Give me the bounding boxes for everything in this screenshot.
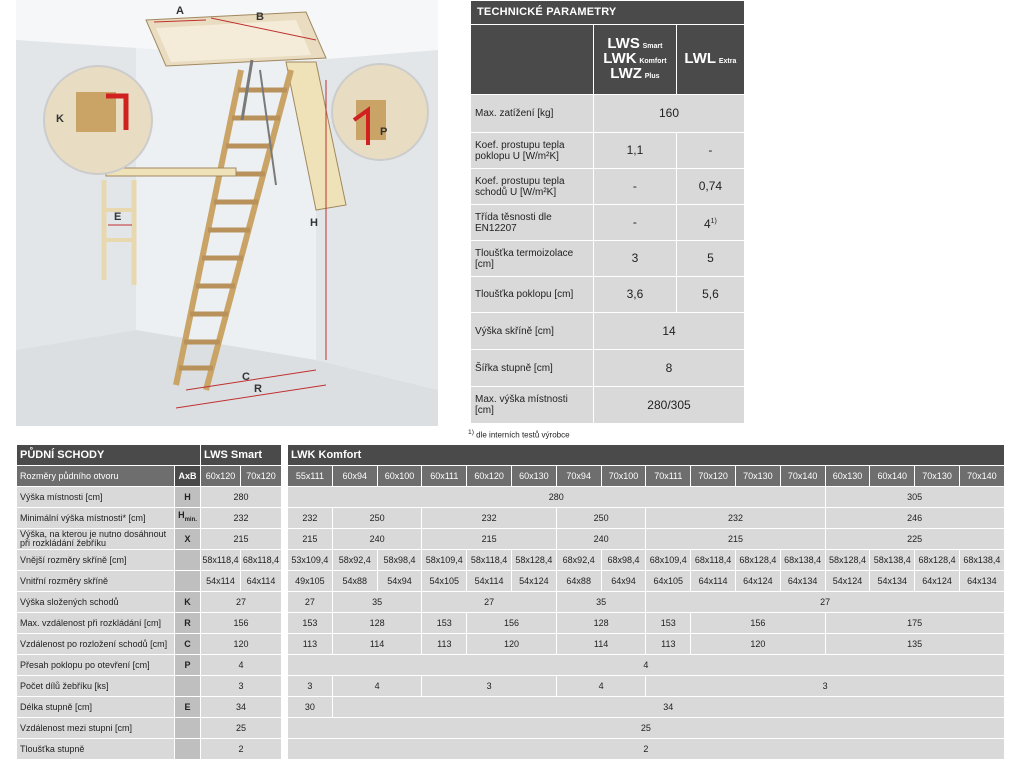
tech-param-label: Tloušťka termoizolace [cm] <box>471 241 594 277</box>
lwk-value: 27 <box>422 592 556 613</box>
row-label: Max. vzdálenost při rozkládání [cm] <box>17 613 175 634</box>
tech-param-value-right: 5,6 <box>676 277 744 313</box>
lwk-value: 64x124 <box>735 571 780 592</box>
label-c: C <box>242 371 250 383</box>
lwk-value: 215 <box>288 529 333 550</box>
lwk-value: 58x109,4 <box>422 550 467 571</box>
technical-parameters-table <box>470 0 745 424</box>
label-p: P <box>380 126 388 138</box>
lws-header: LWS Smart <box>201 445 282 466</box>
lwk-value: 3 <box>646 676 1004 697</box>
label-h: H <box>310 217 318 229</box>
lwk-value: 68x118,4 <box>691 550 736 571</box>
row-label: Vnitřní rozměry skříně <box>17 571 175 592</box>
lwk-value: 128 <box>332 613 422 634</box>
lwk-size: 60x100 <box>377 466 422 487</box>
lwk-value: 68x128,4 <box>735 550 780 571</box>
sizes-label: Rozměry půdního otvoru <box>17 466 175 487</box>
lwk-value: 27 <box>288 592 333 613</box>
lwk-value: 49x105 <box>288 571 333 592</box>
lwk-value: 35 <box>556 592 646 613</box>
lwk-value: 215 <box>422 529 556 550</box>
tech-param-value-right: 0,74 <box>676 169 744 205</box>
tech-param-label: Koef. prostupu tepla poklopu U [W/m²K] <box>471 133 594 169</box>
lwk-value: 4 <box>332 676 422 697</box>
lwk-size: 70x130 <box>735 466 780 487</box>
lws-value: 232 <box>201 508 282 529</box>
row-label: Přesah poklopu po otevření [cm] <box>17 655 175 676</box>
lwk-value: 64x134 <box>780 571 825 592</box>
lwk-size: 70x140 <box>780 466 825 487</box>
lwk-size: 55x111 <box>288 466 333 487</box>
lwk-value: 175 <box>825 613 1004 634</box>
tech-param-label: Max. zatížení [kg] <box>471 95 594 133</box>
lwk-value: 53x109,4 <box>288 550 333 571</box>
row-symbol <box>175 550 201 571</box>
label-a: A <box>176 5 184 17</box>
lwk-value: 114 <box>556 634 646 655</box>
lwk-value: 27 <box>646 592 1004 613</box>
label-e: E <box>114 211 122 223</box>
lwk-size: 70x140 <box>959 466 1004 487</box>
lwk-value: 240 <box>332 529 422 550</box>
lwk-value: 58x128,4 <box>512 550 557 571</box>
lws-size: 60x120 <box>201 466 241 487</box>
lwk-value: 225 <box>825 529 1004 550</box>
row-symbol <box>175 676 201 697</box>
lwk-value: 64x88 <box>556 571 601 592</box>
lwk-size: 70x100 <box>601 466 646 487</box>
tech-param-value: 280/305 <box>594 387 745 424</box>
lwk-value: 68x92,4 <box>556 550 601 571</box>
row-symbol: C <box>175 634 201 655</box>
lwk-size: 70x111 <box>646 466 691 487</box>
lwk-value: 64x105 <box>646 571 691 592</box>
lwk-value: 54x114 <box>467 571 512 592</box>
product-group-left: LWS Smart LWK Komfort LWZ Plus <box>594 25 677 95</box>
tech-param-value-left: - <box>594 169 677 205</box>
row-label: Výška místnosti [cm] <box>17 487 175 508</box>
tech-param-value-right: 4$^{1)}$ <box>676 205 744 241</box>
lwk-value: 3 <box>288 676 333 697</box>
lwk-value: 58x98,4 <box>377 550 422 571</box>
lws-value: 64x114 <box>241 571 282 592</box>
lwk-value: 64x134 <box>959 571 1004 592</box>
lwk-value: 68x128,4 <box>915 550 960 571</box>
lwk-value: 54x94 <box>377 571 422 592</box>
lws-value: 58x118,4 <box>201 550 241 571</box>
row-symbol: P <box>175 655 201 676</box>
lwk-value: 25 <box>288 718 1005 739</box>
lwk-value: 250 <box>556 508 646 529</box>
label-k: K <box>56 113 64 125</box>
tech-param-value-left: 3,6 <box>594 277 677 313</box>
tech-param-label: Výška skříně [cm] <box>471 313 594 350</box>
lwk-value: 58x138,4 <box>870 550 915 571</box>
row-symbol: R <box>175 613 201 634</box>
lwk-value: 246 <box>825 508 1004 529</box>
row-label: Minimální výška místnosti* [cm] <box>17 508 175 529</box>
footnote: $^{1)}$ dle interních testů výrobce <box>468 429 570 440</box>
lwk-size: 70x94 <box>556 466 601 487</box>
lwk-value: 2 <box>288 739 1005 760</box>
lwk-size: 60x94 <box>332 466 377 487</box>
tech-param-value-left: - <box>594 205 677 241</box>
lwk-value: 68x138,4 <box>780 550 825 571</box>
lwk-value: 232 <box>422 508 556 529</box>
row-label: Vzdálenost po rozložení schodů [cm] <box>17 634 175 655</box>
lws-value: 3 <box>201 676 282 697</box>
row-label: Vzdálenost mezi stupni [cm] <box>17 718 175 739</box>
lwk-value: 54x105 <box>422 571 467 592</box>
lws-value: 34 <box>201 697 282 718</box>
row-label: Počet dílů žebříku [ks] <box>17 676 175 697</box>
lwk-value: 4 <box>556 676 646 697</box>
lwk-value: 232 <box>288 508 333 529</box>
lwk-value: 156 <box>691 613 825 634</box>
lwk-value: 135 <box>825 634 1004 655</box>
lwk-value: 54x124 <box>825 571 870 592</box>
lwk-header: LWK Komfort <box>288 445 1005 466</box>
attic-ladder-illustration <box>16 0 438 426</box>
lwk-value: 250 <box>332 508 422 529</box>
label-b: B <box>256 11 264 23</box>
lwk-value: 128 <box>556 613 646 634</box>
attic-stairs-table <box>16 444 1005 760</box>
row-symbol: H <box>175 487 201 508</box>
tech-param-label: Koef. prostupu tepla schodů U [W/m²K] <box>471 169 594 205</box>
row-symbol: $H_{min.}$ <box>175 508 201 529</box>
lwk-size: 70x130 <box>915 466 960 487</box>
lws-value: 27 <box>201 592 282 613</box>
lwk-size: 60x130 <box>825 466 870 487</box>
lwk-value: 54x134 <box>870 571 915 592</box>
lwk-size: 60x140 <box>870 466 915 487</box>
lws-value: 280 <box>201 487 282 508</box>
tech-param-label: Max. výška místnosti [cm] <box>471 387 594 424</box>
lwk-value: 58x128,4 <box>825 550 870 571</box>
tech-param-value-right: 5 <box>676 241 744 277</box>
lwk-value: 68x109,4 <box>646 550 691 571</box>
lwk-value: 68x98,4 <box>601 550 646 571</box>
lwk-value: 153 <box>646 613 691 634</box>
lwk-value: 153 <box>422 613 467 634</box>
lws-value: 25 <box>201 718 282 739</box>
tech-title: TECHNICKÉ PARAMETRY <box>471 1 745 25</box>
lwk-value: 30 <box>288 697 333 718</box>
lws-value: 54x114 <box>201 571 241 592</box>
row-symbol: X <box>175 529 201 550</box>
table-title: PŮDNÍ SCHODY <box>17 445 201 466</box>
lws-value: 120 <box>201 634 282 655</box>
lwk-value: 156 <box>467 613 557 634</box>
lws-value: 4 <box>201 655 282 676</box>
lwk-value: 215 <box>646 529 825 550</box>
lwk-value: 58x92,4 <box>332 550 377 571</box>
lwk-size: 60x111 <box>422 466 467 487</box>
lwk-value: 232 <box>646 508 825 529</box>
lwk-size: 60x130 <box>512 466 557 487</box>
lwk-size: 60x120 <box>467 466 512 487</box>
lwk-value: 64x124 <box>915 571 960 592</box>
lwk-size: 70x120 <box>691 466 736 487</box>
row-label: Délka stupně [cm] <box>17 697 175 718</box>
tech-param-label: Tloušťka poklopu [cm] <box>471 277 594 313</box>
lwk-value: 35 <box>332 592 422 613</box>
lwk-value: 64x114 <box>691 571 736 592</box>
lwk-value: 240 <box>556 529 646 550</box>
lwk-value: 120 <box>467 634 557 655</box>
tech-param-value: 8 <box>594 350 745 387</box>
lwk-value: 4 <box>288 655 1005 676</box>
lwk-value: 3 <box>422 676 556 697</box>
row-symbol <box>175 739 201 760</box>
lwk-value: 58x118,4 <box>467 550 512 571</box>
lwk-value: 153 <box>288 613 333 634</box>
lwk-value: 113 <box>646 634 691 655</box>
row-symbol: E <box>175 697 201 718</box>
lwk-value: 113 <box>288 634 333 655</box>
row-symbol <box>175 718 201 739</box>
tech-param-label: Třída těsnosti dle EN12207 <box>471 205 594 241</box>
lwk-value: 280 <box>288 487 826 508</box>
row-label: Tloušťka stupně <box>17 739 175 760</box>
lwk-value: 34 <box>332 697 1004 718</box>
sizes-symbol: AxB <box>175 466 201 487</box>
row-label: Vnější rozměry skříně [cm] <box>17 550 175 571</box>
tech-param-value: 160 <box>594 95 745 133</box>
lwk-value: 114 <box>332 634 422 655</box>
row-symbol <box>175 571 201 592</box>
tech-param-value-left: 3 <box>594 241 677 277</box>
tech-param-value-right: - <box>676 133 744 169</box>
lwk-value: 64x94 <box>601 571 646 592</box>
lwk-value: 68x138,4 <box>959 550 1004 571</box>
row-label: Výška složených schodů <box>17 592 175 613</box>
lwk-value: 54x124 <box>512 571 557 592</box>
label-r: R <box>254 383 262 395</box>
lws-value: 68x118,4 <box>241 550 282 571</box>
lws-size: 70x120 <box>241 466 282 487</box>
lwk-value: 120 <box>691 634 825 655</box>
product-group-right: LWL Extra <box>676 25 744 95</box>
tech-param-value-left: 1,1 <box>594 133 677 169</box>
tech-param-value: 14 <box>594 313 745 350</box>
tech-param-label: Šířka stupně [cm] <box>471 350 594 387</box>
lwk-value: 305 <box>825 487 1004 508</box>
lws-value: 156 <box>201 613 282 634</box>
row-symbol: K <box>175 592 201 613</box>
lwk-value: 113 <box>422 634 467 655</box>
lws-value: 2 <box>201 739 282 760</box>
row-label: Výška, na kterou je nutno dosáhnout při rozkládání žebříku <box>17 529 175 550</box>
lws-value: 215 <box>201 529 282 550</box>
lwk-value: 54x88 <box>332 571 377 592</box>
